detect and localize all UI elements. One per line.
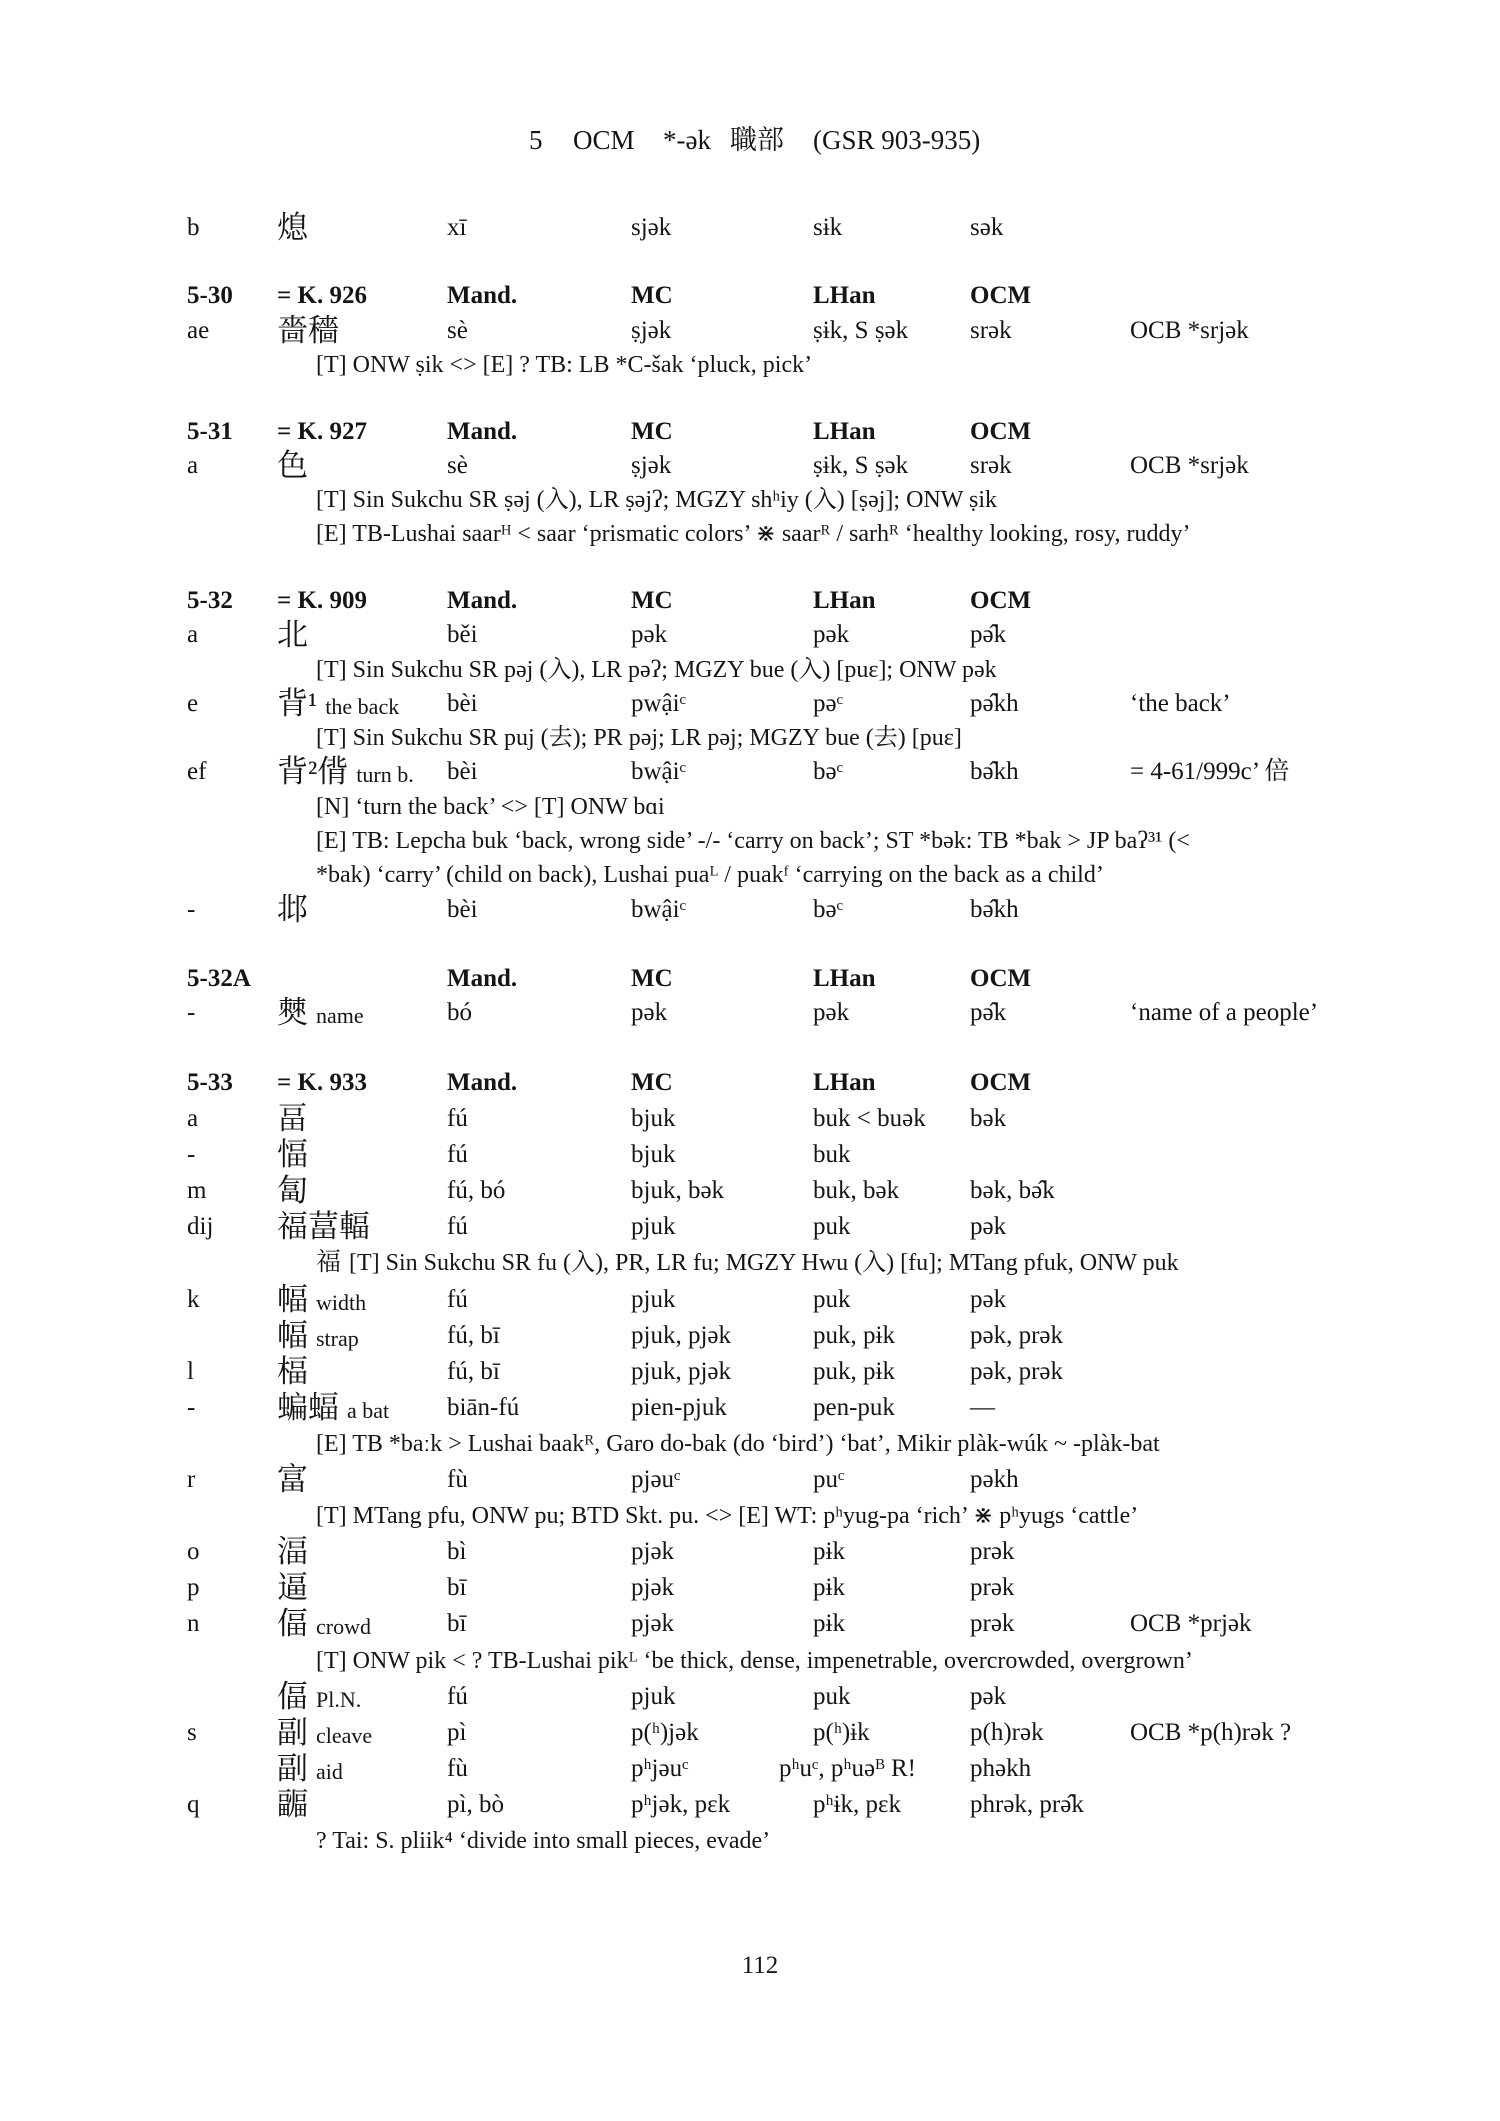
entry-code: ae [187,316,210,344]
entry-row [0,1715,1500,1751]
mandarin-reading: fù [447,1754,468,1782]
later-han-reading: buk, bək [813,1177,900,1205]
note-body [316,653,997,687]
gloss-text: aid [316,1758,343,1784]
mandarin-reading: pì [447,1718,467,1746]
note-body [316,858,1104,892]
graph-cell [277,1787,308,1826]
middle-chinese-reading: pjuk [631,1682,676,1710]
note-line [0,1643,1500,1679]
old-chinese-reading: sək [970,214,1004,241]
note-text: [T] MTang pfu, ONW pu; BTD Skt. pu. <> [E] WT: pʰyug-pa ‘rich’ ⋇ pʰyugs ‘cattle’ [316,1503,1139,1530]
graph-cell [277,618,308,655]
note-text: [T] ONW ṣik <> [E] ? TB: LB *C-šak ‘pluck, pick’ [316,352,813,378]
graph-characters: 湢 [277,1534,308,1570]
old-chinese-reading: srək [970,452,1012,480]
mandarin-reading: bèi [447,689,478,717]
later-han-reading: pɨk [813,1574,845,1602]
entry-block [0,279,1500,383]
karlgren-ref: = K. 933 [277,1069,367,1096]
graph-characters: 幅 [277,1281,308,1317]
later-han-reading: buk [813,1141,851,1169]
reconstruction-system: OCM [573,125,635,155]
graph-characters: 楅 [277,1353,308,1389]
old-chinese-reading: bə̂kh [970,758,1019,786]
later-han-reading: puk, pɨk [813,1357,895,1385]
entry-row [0,1534,1500,1570]
note-line [0,483,1500,517]
graph-cell [277,755,414,792]
gloss-text: strap [316,1325,359,1351]
entry-block [0,584,1500,927]
middle-chinese-reading: pjəuᶜ [631,1466,681,1494]
old-chinese-reading: pək, prək [970,1357,1064,1385]
middle-chinese-reading: sjək [631,214,672,241]
graph-characters: 蝙蝠 [277,1389,339,1425]
graph-characters: 富 [277,1462,308,1498]
graph-characters: 北 [277,617,308,653]
graph-cell [277,1209,370,1248]
entry-row [0,1137,1500,1173]
graph-cell [277,1679,361,1718]
later-han-reading: puk [813,1682,851,1710]
gloss-text: a bat [347,1397,390,1423]
old-chinese-reading: phrək, prə̂k [970,1790,1084,1818]
graph-characters: 邶 [277,891,308,927]
middle-chinese-reading: ṣjək [631,452,672,480]
note-text: [N] ‘turn the back’ <> [T] ONW bɑi [316,793,665,820]
graph-characters: 背²偝 [277,754,349,790]
section-number: 5-32A [187,965,251,992]
section-number: 5-30 [187,282,233,309]
later-han-reading: bəᶜ [813,758,843,786]
later-han-reading: buk < buək [813,1105,926,1133]
note-text: [T] Sin Sukchu SR ṣəj (入), LR ṣəjʔ; MGZY shʰiy (入) [ṣəj]; ONW ṣik [316,487,997,514]
extra-annotation: = 4-61/999c’ 倍 [1130,758,1290,786]
old-chinese-reading: pək [970,1285,1007,1313]
note-line [0,858,1500,892]
graph-characters: 畐 [277,1101,308,1137]
entry-row [0,1751,1500,1787]
entry-row [0,1101,1500,1137]
middle-chinese-reading: bjuk [631,1141,676,1169]
later-han-reading: pək [813,999,850,1027]
entry-row [0,1787,1500,1823]
graph-characters: 偪 [277,1678,308,1714]
old-chinese-reading: bək [970,1105,1007,1133]
graph-cell [277,1101,308,1140]
extra-annotation: OCB *srjək [1130,452,1249,480]
column-label-mand: Mand. [447,282,518,309]
entry-row [0,1679,1500,1715]
graph-cell [277,449,308,486]
graph-characters: 偪 [277,1606,308,1642]
old-chinese-reading: pək, prək [970,1321,1064,1349]
later-han-reading: pəᶜ [813,689,843,717]
entry-row [0,1570,1500,1606]
entry-row [0,1282,1500,1318]
section-heading-row [0,962,1500,996]
middle-chinese-reading: pjuk [631,1285,676,1313]
old-chinese-reading: prək [970,1538,1015,1566]
note-text: [T] Sin Sukchu SR fu (入), PR, LR fu; MGZY Hwu (入) [fu]; MTang pfuk, ONW puk [349,1250,1179,1277]
entry-code: a [187,452,199,480]
extra-annotation: OCB *p(h)rək ? [1130,1718,1292,1746]
mandarin-reading: xī [447,214,467,241]
note-body [316,790,665,824]
rhyme-label: *-ək [663,125,711,155]
mandarin-reading: běi [447,621,478,649]
later-han-reading: bəᶜ [813,895,843,923]
extra-annotation: ‘the back’ [1130,689,1231,717]
graph-cell [277,996,364,1033]
note-line [0,1823,1500,1859]
entry-code: s [187,1718,197,1746]
middle-chinese-reading: bjuk [631,1105,676,1133]
entry-row [0,1209,1500,1245]
middle-chinese-reading: bwậiᶜ [631,758,686,786]
note-text: [T] Sin Sukchu SR puj (去); PR pəj; LR pəj; MGZY bue (去) [puɛ] [316,725,962,752]
graph-cell [277,893,308,930]
entry-row [0,1354,1500,1390]
entry-code: n [187,1610,200,1638]
note-body [316,824,1190,858]
entry-row [0,1462,1500,1498]
graph-characters: 熄 [277,210,308,245]
extra-annotation: ‘name of a people’ [1130,999,1319,1027]
note-head-graph: 福 [316,1249,342,1277]
graph-cell [277,1318,359,1357]
graph-cell [277,1282,366,1321]
section-heading-row [0,1065,1500,1101]
middle-chinese-reading: ṣjək [631,316,672,344]
graph-characters: 福葍輻 [277,1209,370,1245]
page-number: 112 [741,1952,779,1979]
mandarin-reading: pì, bò [447,1790,504,1818]
column-label-ocm: OCM [970,418,1032,445]
middle-chinese-reading: pjək [631,1538,675,1566]
column-label-ocm: OCM [970,965,1032,992]
graph-cell [277,1534,308,1573]
graph-characters: 逼 [277,1570,308,1606]
column-label-lhan: LHan [813,418,876,445]
column-label-mc: MC [631,587,673,614]
graph-characters: 副 [277,1714,308,1750]
entry-code: a [187,621,199,649]
later-han-reading: pʰuᶜ, pʰuəᴮ R! [779,1754,916,1782]
section-heading-row [0,584,1500,618]
column-label-mand: Mand. [447,1069,518,1096]
note-body [316,348,812,383]
mandarin-reading: fú, bī [447,1321,500,1349]
note-body [316,483,997,517]
extra-annotation: OCB *prjək [1130,1610,1252,1638]
entry-block [0,962,1500,1030]
later-han-reading: puk [813,1213,851,1241]
mandarin-reading: fú [447,1213,468,1241]
note-text: ? Tai: S. pliik⁴ ‘divide into small pieces, evade’ [316,1827,771,1854]
section-number: 5-33 [187,1069,233,1096]
mandarin-reading: sè [447,452,468,480]
mandarin-reading: bó [447,999,472,1027]
middle-chinese-reading: bjuk, bək [631,1177,725,1205]
graph-cell [277,1354,308,1393]
graph-cell [277,1570,308,1609]
mandarin-reading: fú, bī [447,1357,500,1385]
gloss-text: turn b. [356,762,414,788]
column-label-ocm: OCM [970,282,1032,309]
graph-cell [277,1715,372,1754]
entry-row [0,687,1500,721]
section-number: 5-31 [187,418,233,445]
mandarin-reading: biān-fú [447,1393,520,1421]
later-han-reading: sɨk [813,214,843,241]
graph-cell [277,687,399,724]
column-label-mand: Mand. [447,965,518,992]
column-label-lhan: LHan [813,1069,876,1096]
entry-code: m [187,1177,207,1205]
graph-cell [277,1462,308,1501]
middle-chinese-reading: pjuk [631,1213,676,1241]
note-body [316,517,1191,551]
column-label-mc: MC [631,965,673,992]
middle-chinese-reading: pʰjəuᶜ [631,1754,689,1782]
mandarin-reading: bī [447,1610,467,1638]
entry-row [0,1390,1500,1426]
old-chinese-reading: p(h)rək [970,1718,1044,1746]
mandarin-reading: bèi [447,895,478,923]
graph-characters: 愊 [277,1137,308,1173]
middle-chinese-reading: pək [631,621,668,649]
entry-code: ef [187,758,207,786]
gloss-text: width [316,1289,367,1315]
note-text: *bak) ‘carry’ (child on back), Lushai puaᴸ / puakᶠ ‘carrying on the back as a child’ [316,862,1104,889]
graph-cell [277,1751,343,1790]
old-chinese-reading: prək [970,1574,1015,1602]
old-chinese-reading: pək [970,1213,1007,1241]
later-han-reading: ṣɨk, S ṣək [813,452,909,480]
old-chinese-reading: bək, bə̂k [970,1177,1055,1205]
graph-cell [277,1390,389,1429]
column-label-ocm: OCM [970,587,1032,614]
entry-block [0,210,1500,245]
middle-chinese-reading: pwậiᶜ [631,689,686,717]
graph-characters: 色 [277,448,308,484]
entry-block [0,1065,1500,1859]
section-number: 5-32 [187,587,233,614]
gloss-text: name [316,1003,364,1029]
gloss-text: crowd [316,1614,371,1640]
karlgren-ref: = K. 927 [277,418,367,445]
later-han-reading: pen-puk [813,1393,895,1421]
section-heading-row [0,415,1500,449]
note-line [0,517,1500,551]
entry-row [0,314,1500,349]
graph-characters: 嗇穡 [277,312,339,348]
later-han-reading: pʰɨk, pɛk [813,1790,901,1818]
middle-chinese-reading: pʰjək, pɛk [631,1790,731,1818]
gloss-text: cleave [316,1722,373,1748]
graph-characters: 背¹ [277,685,318,721]
note-line [0,1426,1500,1462]
entry-row [0,755,1500,789]
mandarin-reading: fú [447,1141,468,1169]
entry-row [0,996,1500,1030]
gsr-range: (GSR 903-935) [813,125,981,155]
graph-characters: 副 [277,1750,308,1786]
note-line [0,790,1500,824]
old-chinese-reading: pək [970,1682,1007,1710]
column-label-mand: Mand. [447,587,518,614]
later-han-reading: pɨk [813,1610,845,1638]
entry-row [0,1173,1500,1209]
note-line [0,348,1500,383]
entry-code: r [187,1466,196,1494]
middle-chinese-reading: p(ʰ)jək [631,1718,699,1746]
entry-code: q [187,1790,200,1818]
later-han-reading: ṣɨk, S ṣək [813,316,909,344]
column-label-lhan: LHan [813,587,876,614]
graph-characters: 匐 [277,1173,308,1209]
note-text: [E] TB *baːk > Lushai baakᴿ, Garo do-bak (do ‘bird’) ‘bat’, Mikir plàk-wúk ~ -plàk-bat [316,1430,1160,1457]
mandarin-reading: fù [447,1466,468,1494]
later-han-reading: puk [813,1285,851,1313]
note-line [0,721,1500,755]
note-body [316,1426,1160,1462]
mandarin-reading: fú [447,1285,468,1313]
graph-characters: 僰 [277,995,308,1031]
section-heading-row [0,279,1500,314]
old-chinese-reading: phəkh [970,1754,1032,1782]
later-han-reading: pək [813,621,850,649]
gloss-text: Pl.N. [316,1686,362,1712]
graph-cell [277,1606,371,1645]
old-chinese-reading: — [970,1393,995,1421]
old-chinese-reading: pə̂k [970,621,1007,649]
column-label-lhan: LHan [813,965,876,992]
entry-code: e [187,689,199,717]
karlgren-ref: = K. 909 [277,587,367,614]
mandarin-reading: sè [447,316,468,344]
graph-cell [277,314,339,352]
later-han-reading: puᶜ [813,1466,845,1494]
entry-code: b [187,214,200,241]
note-line [0,1498,1500,1534]
entry-row [0,1318,1500,1354]
old-chinese-reading: pəkh [970,1466,1019,1494]
note-body [316,1823,770,1859]
entry-code: - [187,895,196,923]
mandarin-reading: bī [447,1574,467,1602]
note-body [316,1498,1138,1534]
middle-chinese-reading: pjuk, pjək [631,1321,731,1349]
column-label-mand: Mand. [447,418,518,445]
later-han-reading: puk, pɨk [813,1321,895,1349]
entry-code: o [187,1538,200,1566]
graph-characters: 幅 [277,1317,308,1353]
note-text: [T] Sin Sukchu SR pəj (入), LR pəʔ; MGZY bue (入) [puɛ]; ONW pək [316,656,997,683]
entry-code: a [187,1105,199,1133]
mandarin-reading: fú, bó [447,1177,506,1205]
entry-code: - [187,1141,196,1169]
note-body [316,1643,1193,1679]
mandarin-reading: fú [447,1105,468,1133]
note-text: [E] TB: Lepcha buk ‘back, wrong side’ -/- ‘carry on back’; ST *bək: TB *bak > JP baʔ³¹ (< [316,828,1190,855]
column-label-ocm: OCM [970,1069,1032,1096]
entry-code: p [187,1574,200,1602]
old-chinese-reading: pə̂kh [970,689,1019,717]
entry-block [0,415,1500,551]
mandarin-reading: bèi [447,758,478,786]
middle-chinese-reading: bwậiᶜ [631,895,686,923]
chapter-number: 5 [529,125,543,155]
note-line [0,1245,1500,1281]
later-han-reading: pɨk [813,1538,845,1566]
entry-row [0,1606,1500,1642]
entry-code: - [187,999,196,1027]
entry-code: k [187,1285,200,1313]
graph-cell [277,210,308,248]
old-chinese-reading: srək [970,316,1012,344]
column-label-mc: MC [631,418,673,445]
graph-cell [277,1137,308,1176]
mandarin-reading: bì [447,1538,467,1566]
note-text: [T] ONW pik < ? TB-Lushai pikᴸ ‘be thick, dense, impenetrable, overcrowded, overgrown’ [316,1647,1193,1674]
note-line [0,824,1500,858]
old-chinese-reading: bə̂kh [970,895,1019,923]
entry-row [0,210,1500,245]
column-label-mc: MC [631,1069,673,1096]
entry-row [0,449,1500,483]
middle-chinese-reading: pien-pjuk [631,1393,727,1421]
entry-row [0,893,1500,927]
column-label-mc: MC [631,282,673,309]
graph-characters: 疈 [277,1786,308,1822]
middle-chinese-reading: pjuk, pjək [631,1357,731,1385]
gloss-text: the back [325,693,400,719]
graph-cell [277,1173,308,1212]
note-body [316,1245,1179,1281]
extra-annotation: OCB *srjək [1130,316,1249,344]
note-body [316,721,962,755]
later-han-reading: p(ʰ)ɨk [813,1718,870,1746]
middle-chinese-reading: pjək [631,1610,675,1638]
entry-row [0,618,1500,652]
column-label-lhan: LHan [813,282,876,309]
rhyme-group-name: 職部 [730,125,784,155]
middle-chinese-reading: pjək [631,1574,675,1602]
old-chinese-reading: pə̂k [970,999,1007,1027]
note-line [0,653,1500,687]
entry-code: l [187,1357,194,1385]
old-chinese-reading: prək [970,1610,1015,1638]
middle-chinese-reading: pək [631,999,668,1027]
karlgren-ref: = K. 926 [277,282,367,309]
note-text: [E] TB-Lushai saarᴴ < saar ‘prismatic colors’ ⋇ saarᴿ / sarhᴿ ‘healthy looking, rosy, ruddy’ [316,521,1191,548]
mandarin-reading: fú [447,1682,468,1710]
entry-code: - [187,1393,196,1421]
entry-code: dij [187,1213,214,1241]
